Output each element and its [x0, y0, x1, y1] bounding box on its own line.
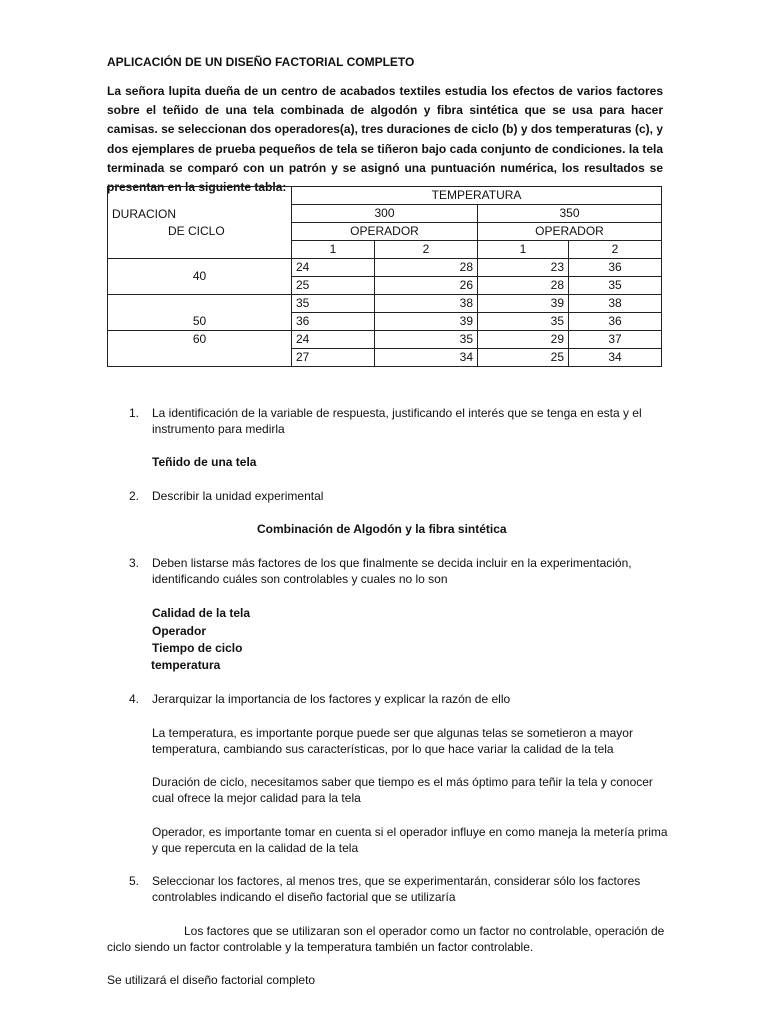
table-cell: 39 — [478, 295, 569, 313]
question-text: Deben listarse más factores de los que finalmente se decida incluir en la experimentación, identificando cuáles son controlables y cuales no lo son — [152, 556, 632, 586]
table-cell: 24 — [292, 331, 375, 349]
table-cell: 28 — [478, 277, 569, 295]
cycle-duration-cell: 40 — [108, 259, 292, 295]
table-cell: 34 — [569, 349, 662, 367]
document-title: APLICACIÓN DE UN DISEÑO FACTORIAL COMPLETO — [107, 55, 415, 69]
intro-paragraph: La señora lupita dueña de un centro de acabados textiles estudia los efectos de varios factores sobre el teñido de una tela combinada de algodón y fibra sintética que se usa para hacer camisas. se seleccionan dos operadores(a), tres duraciones de ciclo (b) y dos temperaturas (c), y dos ejemplares de prueba pequeños de tela se tiñeron bajo cada conjunto de condiciones. la tela terminada se comparó con un patrón y se asignó una puntuación numérica, los resultados se presentan en la siguiente tabla: — [107, 84, 663, 195]
table-cell: 26 — [375, 277, 478, 295]
duration-header-line1: DURACION — [112, 206, 177, 221]
question-number: 2. — [129, 489, 140, 503]
factor-list-item: Operador — [152, 624, 207, 638]
table-cell: 35 — [375, 331, 478, 349]
answer-5-conclusion: Se utilizará el diseño factorial completo — [107, 973, 316, 987]
results-table — [107, 186, 662, 367]
table-cell: 25 — [478, 349, 569, 367]
answer-4-paragraph: La temperatura, es importante porque puede ser que algunas telas se sometieron a mayor temperatura, cambiando sus características, por lo que hace variar la calidad de la tela — [152, 726, 633, 756]
cycle-duration-cell: 50 — [108, 295, 292, 331]
answer-1: Teñido de una tela — [152, 455, 257, 469]
answer-2: Combinación de Algodón y la fibra sintética — [257, 522, 507, 536]
operator-header: OPERADOR — [292, 223, 478, 241]
table-row — [108, 295, 662, 313]
table-cell: 38 — [375, 295, 478, 313]
table-cell: 35 — [478, 313, 569, 331]
table-header-row — [108, 187, 662, 205]
table-cell: 36 — [569, 259, 662, 277]
table-cell: 29 — [478, 331, 569, 349]
table-cell: 23 — [478, 259, 569, 277]
table-cell: 36 — [569, 313, 662, 331]
temperature-header: TEMPERATURA — [292, 187, 662, 205]
factor-list-item: temperatura — [151, 658, 221, 672]
question-number: 5. — [129, 874, 140, 888]
table-cell: 28 — [375, 259, 478, 277]
question-number: 1. — [129, 406, 140, 420]
table-cell: 35 — [569, 277, 662, 295]
temp-header-300: 300 — [292, 205, 478, 223]
table-cell: 38 — [569, 295, 662, 313]
operator-number: 1 — [292, 241, 375, 259]
question-text: La identificación de la variable de respuesta, justificando el interés que se tenga en esta y el instrumento para medirla — [152, 406, 642, 436]
duration-header — [108, 187, 292, 259]
table-row — [108, 331, 662, 349]
answer-5-paragraph: Los factores que se utilizaran son el operador como un factor no controlable, operación de ciclo siendo un factor controlable y la temperatura también un factor controlable. — [107, 924, 665, 954]
operator-number: 1 — [478, 241, 569, 259]
cycle-duration-cell: 60 — [108, 331, 292, 367]
question-text: Seleccionar los factores, al menos tres, que se experimentarán, considerar sólo los factores controlables indicando el diseño factorial que se utilizaría — [152, 874, 641, 904]
duration-header-line2: DE CICLO — [168, 223, 225, 238]
answer-4-paragraph: Operador, es importante tomar en cuenta si el operador influye en como maneja la metería prima y que repercuta en la calidad de la tela — [152, 825, 668, 855]
question-text: Describir la unidad experimental — [152, 489, 324, 503]
table-cell: 27 — [292, 349, 375, 367]
operator-header: OPERADOR — [478, 223, 662, 241]
table-cell: 25 — [292, 277, 375, 295]
table-row — [108, 259, 662, 277]
answer-4-paragraph: Duración de ciclo, necesitamos saber que tiempo es el más óptimo para teñir la tela y conocer cual ofrece la mejor calidad para la tela — [152, 775, 653, 805]
factor-list-item: Calidad de la tela — [152, 606, 251, 620]
question-number: 3. — [129, 556, 140, 570]
operator-number: 2 — [375, 241, 478, 259]
temp-header-350: 350 — [478, 205, 662, 223]
table-cell: 35 — [292, 295, 375, 313]
table-cell: 37 — [569, 331, 662, 349]
question-number: 4. — [129, 692, 140, 706]
table-cell: 36 — [292, 313, 375, 331]
operator-number: 2 — [569, 241, 662, 259]
table-cell: 39 — [375, 313, 478, 331]
factor-list-item: Tiempo de ciclo — [152, 641, 243, 655]
question-text: Jerarquizar la importancia de los factores y explicar la razón de ello — [152, 692, 511, 706]
table-cell: 34 — [375, 349, 478, 367]
table-cell: 24 — [292, 259, 375, 277]
